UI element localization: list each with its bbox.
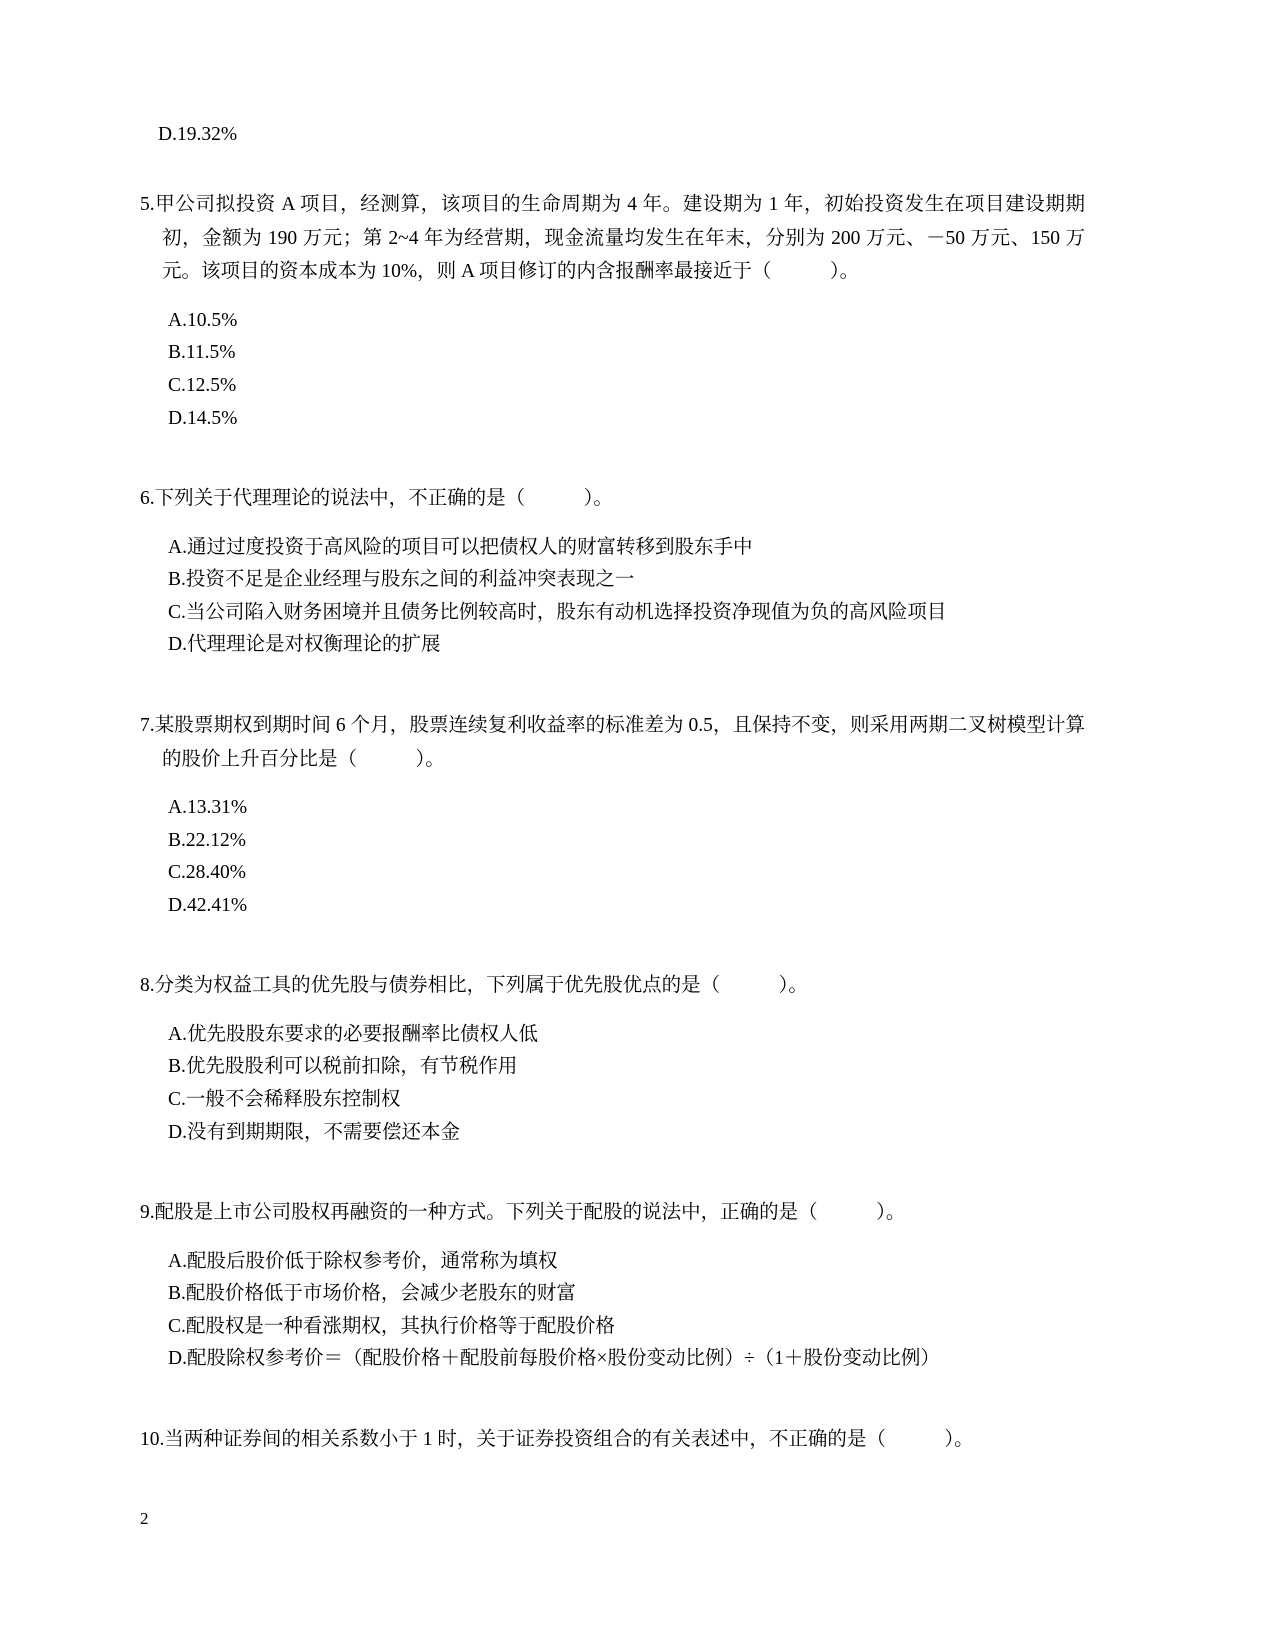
option-c: C.12.5% [168,374,237,396]
question-5 [140,188,1085,434]
option-b: B.配股价格低于市场价格，会减少老股东的财富 [168,1283,576,1305]
question-stem: 8.分类为权益工具的优先股与债券相比，下列属于优先股优点的是（ ）。 [140,975,808,997]
question-stem: 7.某股票期权到期时间 6 个月，股票连续复利收益率的标准差为 0.5，且保持不变，则采用两期二叉树模型计算的股价上升百分比是（ ）。 [140,714,1085,770]
option-b: B.优先股股利可以税前扣除，有节税作用 [168,1056,518,1078]
option-b: B.22.12% [168,829,246,851]
option-b: B.11.5% [168,342,236,364]
question-9 [140,1196,1085,1375]
page-number: 2 [140,1509,149,1528]
option-c: C.一般不会稀释股东控制权 [168,1089,401,1111]
question-8 [140,969,1085,1148]
option-a: A.配股后股价低于除权参考价，通常称为填权 [168,1250,558,1272]
question-10 [140,1423,1085,1457]
option-a: A.10.5% [168,309,238,331]
question-stem: 9.配股是上市公司股权再融资的一种方式。下列关于配股的说法中，正确的是（ ）。 [140,1202,906,1224]
option-c: C.28.40% [168,862,246,884]
option-a: A.通过过度投资于高风险的项目可以把债权人的财富转移到股东手中 [168,536,753,558]
question-7 [140,709,1085,921]
option-d: D.没有到期期限，不需要偿还本金 [168,1121,460,1143]
option-c: C.配股权是一种看涨期权，其执行价格等于配股价格 [168,1315,615,1337]
option-d: D.42.41% [168,894,248,916]
question-6 [140,482,1085,661]
question-stem: 10.当两种证券间的相关系数小于 1 时，关于证券投资组合的有关表述中，不正确的是（ ）。 [140,1429,974,1451]
option-d: D.14.5% [168,407,238,429]
page-content [140,120,1085,1457]
question-stem: 5.甲公司拟投资 A 项目，经测算，该项目的生命周期为 4 年。建设期为 1 年，初始投资发生在项目建设期期初，金额为 190 万元；第 2~4 年为经营期，现金流量均发生在年末，分别为 200 万元、－50 万元、150 万元。该项目的资本成本为 10%，则 A 项目修订的内含报酬率最接近于（ ）。 [140,194,1085,283]
option-d: D.配股除权参考价＝（配股价格＋配股前每股价格×股份变动比例）÷（1＋股份变动比例） [168,1348,940,1370]
option-b: B.投资不足是企业经理与股东之间的利益冲突表现之一 [168,569,635,591]
option-a: A.优先股股东要求的必要报酬率比债权人低 [168,1023,538,1045]
option-a: A.13.31% [168,797,248,819]
option-d: D.代理理论是对权衡理论的扩展 [168,634,441,656]
question-stem: 6.下列关于代理理论的说法中，不正确的是（ ）。 [140,488,613,510]
orphan-option-d: D.19.32% [158,124,238,145]
option-c: C.当公司陷入财务困境并且债务比例较高时，股东有动机选择投资净现值为负的高风险项目 [168,601,947,623]
